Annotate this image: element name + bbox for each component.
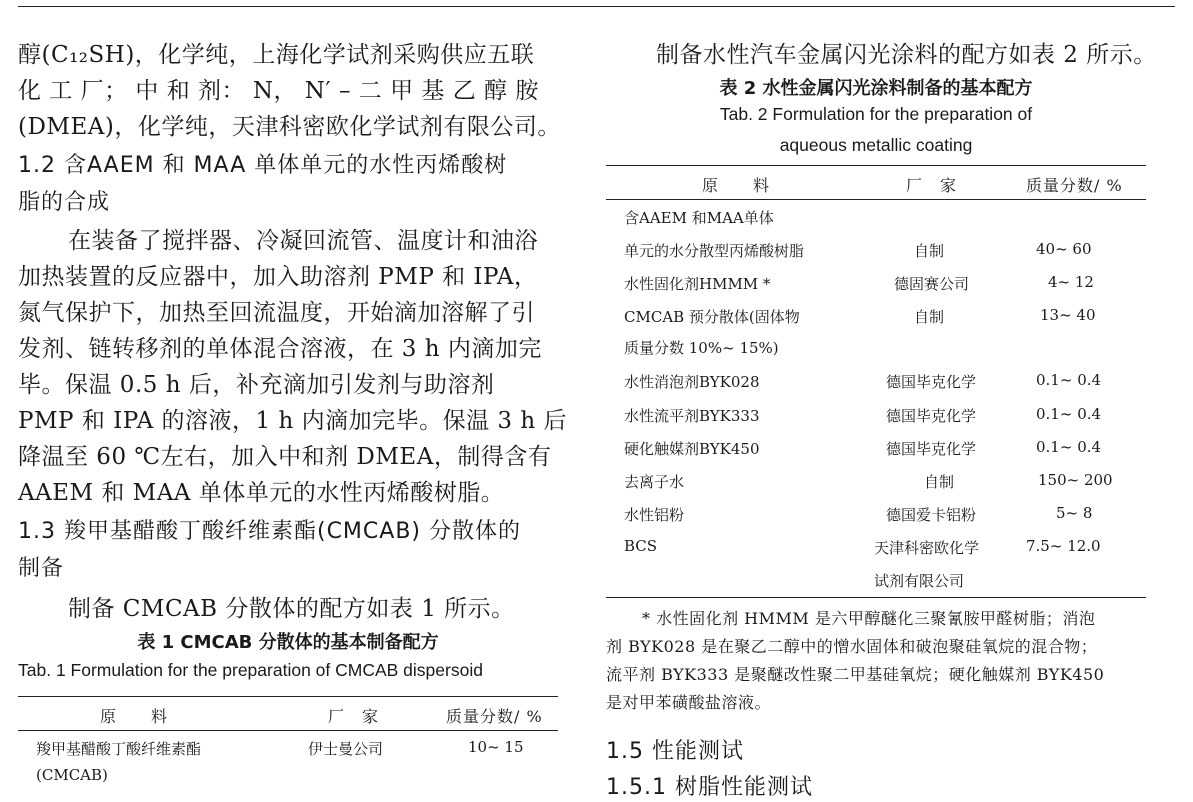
table2-cell-material: BCS (624, 537, 658, 555)
table2-cell-material: 水性铝粉 (624, 506, 685, 524)
table2-cell-value: 5~ 8 (1056, 504, 1093, 522)
table1-cell-material-cont: (CMCAB) (36, 766, 108, 784)
table1-header-value: 质量分数/ % (446, 707, 543, 726)
table2-cell-maker: 天津科密欧化学 (874, 539, 980, 557)
table2-cell-maker: 自制 (914, 242, 945, 260)
table2-cell-value: 7.5~ 12.0 (1026, 537, 1101, 555)
body-line: 醇(C₁₂SH)，化学纯，上海化学试剂采购供应五联 (18, 42, 535, 68)
table2-cell-material: 含AAEM 和MAA单体 (624, 209, 774, 227)
table2-cell-material: 去离子水 (624, 473, 685, 491)
table2-cell-material: 水性固化剂HMMM * (624, 275, 771, 293)
table1-header-material: 原 料 (100, 707, 169, 726)
paragraph-line: 加热装置的反应器中，加入助溶剂 PMP 和 IPA， (18, 264, 538, 290)
table2-cell-maker: 德国爱卡铝粉 (886, 506, 977, 524)
paragraph-line: AAEM 和 MAA 单体单元的水性丙烯酸树脂。 (18, 480, 505, 506)
table2-footnote-line: * 水性固化剂 HMMM 是六甲醇醚化三聚氰胺甲醛树脂；消泡 (642, 609, 1096, 628)
table2-cell-material: 硬化触媒剂BYK450 (624, 440, 760, 458)
table2-footnote-line: 剂 BYK028 是在聚乙二醇中的憎水固体和破泡聚硅氧烷的混合物； (606, 637, 1098, 656)
section-heading-1-2-cont: 脂的合成 (18, 190, 111, 215)
table2-footnote-line: 流平剂 BYK333 是聚醚改性聚二甲基硅氧烷；硬化触媒剂 BYK450 (606, 665, 1105, 684)
paragraph-line: 在装备了搅拌器、冷凝回流管、温度计和油浴 (68, 228, 538, 254)
table2-cell-material: CMCAB 预分散体(固体物 (624, 308, 800, 326)
table1-cell-value: 10~ 15 (468, 738, 524, 756)
table1-caption-en: Tab. 1 Formulation for the preparation of CMCAB dispersoid (18, 660, 483, 680)
table2-cell-value: 4~ 12 (1048, 273, 1094, 291)
table1-header-maker: 厂 家 (328, 707, 380, 726)
body-line: (DMEA)，化学纯，天津科密欧化学试剂有限公司。 (18, 114, 561, 140)
table1-intro: 制备 CMCAB 分散体的配方如表 1 所示。 (68, 596, 515, 622)
table2-cell-value: 40~ 60 (1036, 240, 1092, 258)
body-line: 化 工 厂； 中 和 剂： N， N′ – 二 甲 基 乙 醇 胺 (18, 78, 539, 104)
table2-cell-maker: 德国毕克化学 (886, 373, 977, 391)
table2-cell-value: 0.1~ 0.4 (1036, 405, 1102, 423)
table2-cell-material: 水性流平剂BYK333 (624, 407, 760, 425)
table2-cell-maker: 自制 (924, 473, 955, 491)
table2-bottom-rule (606, 597, 1146, 598)
table2-cell-value: 150~ 200 (1038, 471, 1113, 489)
section-heading-1-3: 1.3 羧甲基醋酸丁酸纤维素酯(CMCAB) 分散体的 (18, 519, 521, 544)
paragraph-line: 毕。保温 0.5 h 后，补充滴加引发剂与助溶剂 (18, 372, 495, 398)
table2-header-value: 质量分数/ % (1026, 176, 1123, 195)
table1-caption-cn: 表 1 CMCAB 分散体的基本制备配方 (137, 632, 439, 653)
table1-cell-material: 羧甲基醋酸丁酸纤维素酯 (36, 740, 202, 758)
table2-cell-maker: 德国毕克化学 (886, 440, 977, 458)
table2-cell-material: 水性消泡剂BYK028 (624, 373, 760, 391)
table2-cell-value: 0.1~ 0.4 (1036, 438, 1102, 456)
table2-cell-material-cont: 质量分数 10%~ 15%) (624, 339, 779, 357)
section-heading-1-2: 1.2 含AAEM 和 MAA 单体单元的水性丙烯酸树 (18, 153, 508, 178)
paragraph-line: 氮气保护下，加热至回流温度，开始滴加溶解了引 (18, 300, 535, 326)
paragraph-line: PMP 和 IPA 的溶液，1 h 内滴加完毕。保温 3 h 后 (18, 408, 567, 434)
table2-top-rule (606, 165, 1146, 166)
table1-top-rule (18, 696, 558, 697)
table1-header-rule (18, 730, 558, 731)
table2-header-material: 原 料 (702, 176, 771, 195)
table2-cell-maker-cont: 试剂有限公司 (874, 572, 965, 590)
paragraph-line: 发剂、链转移剂的单体混合溶液，在 3 h 内滴加完 (18, 336, 542, 362)
paragraph-line: 降温至 60 ℃左右，加入中和剂 DMEA，制得含有 (18, 444, 552, 470)
table2-cell-value: 13~ 40 (1040, 306, 1096, 324)
table1-cell-maker: 伊士曼公司 (308, 740, 384, 758)
table2-cell-maker: 德国毕克化学 (886, 407, 977, 425)
table2-caption-en-cont: aqueous metallic coating (779, 135, 973, 155)
table2-caption-en: Tab. 2 Formulation for the preparation of (719, 104, 1033, 124)
table2-cell-maker: 德固赛公司 (894, 275, 970, 293)
section-heading-1-5-1: 1.5.1 树脂性能测试 (606, 775, 813, 800)
section-heading-1-3-cont: 制备 (18, 556, 65, 581)
page-top-rule (18, 6, 1175, 7)
table2-cell-material-cont: 单元的水分散型丙烯酸树脂 (624, 242, 805, 260)
table2-intro: 制备水性汽车金属闪光涂料的配方如表 2 所示。 (656, 42, 1157, 68)
table2-footnote-line: 是对甲苯磺酸盐溶液。 (606, 693, 772, 712)
table2-cell-value: 0.1~ 0.4 (1036, 371, 1102, 389)
table2-cell-maker: 自制 (914, 308, 945, 326)
table2-header-rule (606, 199, 1146, 200)
section-heading-1-5: 1.5 性能测试 (606, 739, 744, 764)
table2-caption-cn: 表 2 水性金属闪光涂料制备的基本配方 (719, 78, 1033, 99)
table2-header-maker: 厂 家 (906, 176, 958, 195)
